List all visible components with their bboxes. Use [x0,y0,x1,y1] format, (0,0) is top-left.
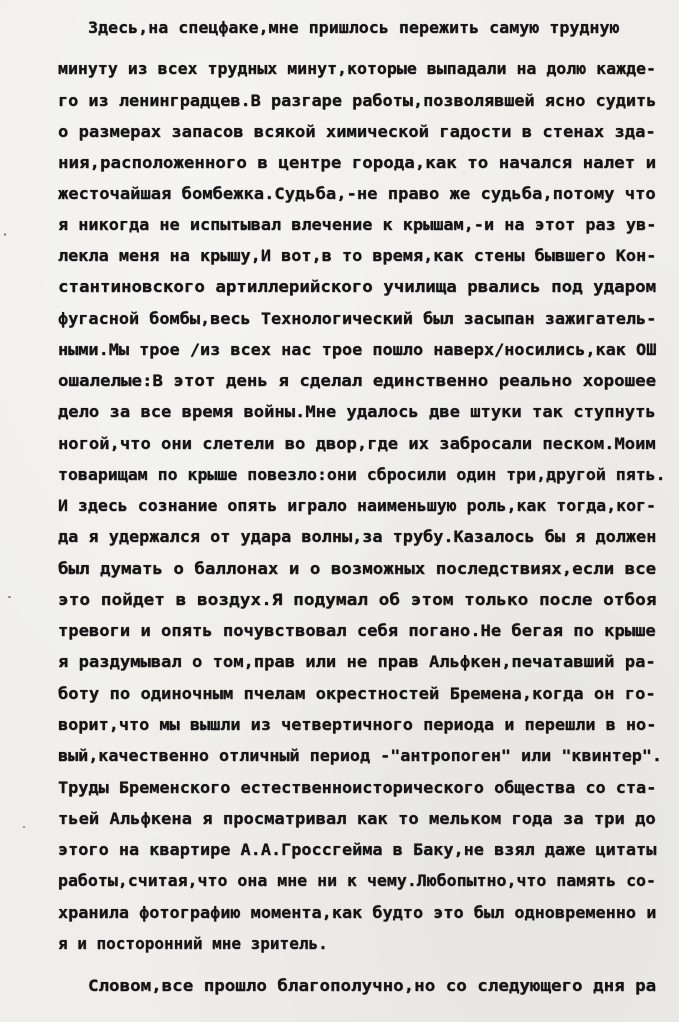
text-line: Здесь,на спецфаке,мне пришлось пережить самую трудную [88,18,620,37]
text-line: вый,качественно отличный период -"антропоген" или "квинтер". [58,746,662,765]
text-line: фугасной бомбы,весь Технологический был засыпан зажигатель- [58,309,657,328]
text-line: я раздумывал о том,прав или не прав Альфкен,печатавший ра- [58,652,656,671]
text-line: боту по одиночным пчелам окрестностей Бремена,когда он го- [58,684,656,703]
text-line: тревоги и опять почувствовал себя погано.Не бегая по крыше [58,621,656,640]
text-line: товарищам по крыше повезло:они сбросили один три,другой пять. [58,465,666,484]
text-line: это пойдет в воздух.Я подумал об этом только после отбоя [58,590,657,609]
text-line: дело за все время войны.Мне удалось две штуки так ступнуть [58,402,656,421]
text-line: да я удержался от удара волны,за трубу.Казалось бы я должен [58,527,657,546]
text-line: Труды Бременского естественноисторического общества со ста- [58,778,657,797]
text-line: лекла меня на крышу,И вот,в то время,как стены бывшего Кон- [58,246,657,265]
paper-speck [4,233,6,236]
text-line: жесточайшая бомбежка.Судьба,-не право же судьба,потому что [58,184,656,203]
text-line: ния,расположенного в центре города,как то начался налет и [58,153,657,172]
text-line: был думать о баллонах и о возможных последствиях,если все [58,559,657,578]
text-line: тьей Альфкена я просматривал как то мельком года за три до [58,809,656,828]
paper-speck [8,596,11,598]
text-line: хранила фотографию момента,как будто это был одновременно и [58,903,657,922]
paper-speck [23,826,25,828]
text-line: ворит,что мы вышли из четвертичного периода и перешли в но- [58,715,657,734]
text-line: стантиновского артиллерийского училища рвались под ударом [58,277,657,296]
text-line: Словом,все прошло благополучно,но со следующего дня ра [88,976,657,995]
text-line: И здесь сознание опять играло наименьшую роль,как тогда,ког- [58,496,656,515]
text-line: я никогда не испытывал влечение к крышам,-и на этот раз ув- [58,215,657,234]
text-line: минуту из всех трудных минут,которые выпадали на долю кажде- [58,59,656,78]
text-line: работы,считая,что она мне ни к чему.Любопытно,что память со- [58,871,656,890]
text-line: го из ленинградцев.В разгаре работы,позволявшей ясно судить [58,91,657,110]
text-line: ными.Мы трое /из всех нас трое пошло наверх/носились,как ОШ [58,340,657,359]
text-line: о размерах запасов всякой химической гадости в стенах зда- [58,122,656,141]
text-line: ногой,что они слетели во двор,где их забросали песком.Моим [58,434,656,453]
text-line: я и посторонний мне зритель. [58,934,328,953]
text-line: этого на квартире А.А.Гроссгейма в Баку,не взял даже цитаты [58,840,657,859]
text-line: ошалелые:В этот день я сделал единственно реально хорошее [58,371,657,390]
